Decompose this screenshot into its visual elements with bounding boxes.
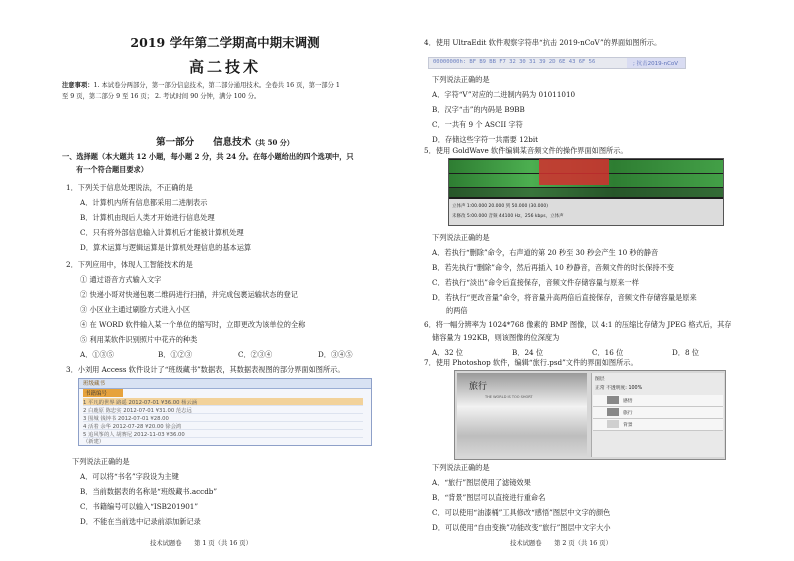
q1-stem: 1．下列关于信息处理说法，不正确的是 (66, 183, 193, 192)
access-table-screenshot (78, 378, 372, 446)
ps-canvas-subtitle: THE WORLD IS TOO SHORT (485, 395, 533, 399)
exam-subtitle: 高二技术 (188, 58, 261, 76)
ultraedit-hex-screenshot (428, 57, 686, 69)
part1-name: 第一部分 信息技术 (156, 137, 252, 148)
q3-lead: 下列说法正确的是 (72, 457, 130, 466)
ps-layer-row[interactable] (593, 407, 723, 419)
q7-option-d: D．可以使用“自由变换”功能改变“旅行”图层中文字大小 (432, 523, 611, 532)
q2-stem: 2．下列应用中，体现人工智能技术的是 (66, 260, 193, 269)
q1-option-d: D．算术运算与逻辑运算是计算机处理信息的基本运算 (80, 243, 252, 252)
q7-option-c: C．可以使用“油漆桶”工具修改“感悟”图层中文字的颜色 (432, 508, 611, 517)
waveform-selection (539, 159, 609, 185)
page-footer-left: 技术试题卷 第 1 页（共 16 页） (150, 540, 252, 547)
notice-label: 注意事项： (62, 82, 94, 89)
status-line-1: 立体声 1:00.000 20.000 到 50.000 (30.000) (452, 204, 549, 209)
q2-option-b: B．①②③ (158, 350, 193, 359)
ps-layer-row[interactable] (593, 395, 723, 407)
q6-option-b: B．24 位 (512, 348, 544, 357)
section1-heading-2: 有一个符合题目要求） (76, 165, 148, 174)
notice-line-1: 1. 本试卷分两部分，第一部分信息技术，第二部分通用技术。全卷共 16 页，第一部分 1 (93, 82, 340, 89)
q1-option-c: C．只有将外部信息输入计算机后才能被计算机处理 (80, 228, 244, 237)
access-row: 4 活着 余华 2012-07-28 ¥20.00 徐会鸿 (83, 422, 363, 430)
q5-lead: 下列说法正确的是 (432, 233, 490, 242)
q2-item-1: ① 通过语音方式输入文字 (80, 275, 162, 284)
q3-option-b: B．当前数据表的名称是“班级藏书.accdb” (80, 487, 218, 496)
hex-bytes: 00000000h: BF B9 BB F7 32 30 31 39 2D 6E 43 6F 56 (433, 59, 596, 65)
layer-thumbnail (607, 420, 619, 428)
access-row: 3 围城 钱钟书 2012-07-01 ¥28.00 (83, 414, 363, 422)
status-line-2: 未修改 5:00.000 音频 44100 Hz，256 kbps，立体声 (452, 214, 564, 219)
q2-option-d: D．③④⑤ (318, 350, 353, 359)
ps-layer-row[interactable] (593, 419, 723, 431)
q3-option-a: A．可以将“书名”字段设为主键 (80, 472, 179, 481)
q6-option-d: D．8 位 (672, 348, 699, 357)
q2-item-5: ⑤ 利用某软件识别照片中花卉的种类 (80, 335, 198, 344)
q5-option-b: B．若先执行“删除”命令，然后再插入 10 秒静音，音频文件的时长保持不变 (432, 263, 674, 272)
q2-item-3: ③ 小区业主通过刷脸方式进入小区 (80, 305, 191, 314)
q1-option-b: B．计算机由现后人类才开始进行信息处理 (80, 213, 215, 222)
part1-score: （共 50 分） (251, 138, 294, 147)
q6-option-c: C．16 位 (592, 348, 624, 357)
layer-thumbnail (607, 396, 619, 404)
goldwave-status-panel (449, 199, 723, 225)
q5-option-d-cont: 的两倍 (446, 306, 468, 315)
access-row: 1 平凡的世界 路遥 2012-07-01 ¥36.00 杨云涵 (83, 398, 363, 406)
waveform-overview (449, 188, 723, 197)
section1-heading: 一、选择题（本大题共 12 小题，每小题 2 分，共 24 分。在每小题给出的四个选项中，只 (62, 152, 354, 161)
q2-option-c: C．②③④ (238, 350, 273, 359)
q6-option-a: A．32 位 (432, 348, 463, 357)
part1-title (60, 134, 390, 148)
ps-canvas-title: 旅行 (469, 382, 488, 392)
q7-stem: 7．使用 Photoshop 软件，编辑“旅行.psd”文件的界面如图所示。 (424, 358, 638, 367)
goldwave-screenshot (448, 158, 724, 226)
access-new-row: （新建） (83, 439, 105, 445)
access-row: 2 白鹿原 陈忠实 2012-07-01 ¥31.00 范志远 (83, 406, 363, 414)
q6-stem: 6．将一幅分辨率为 1024*768 像素的 BMP 图像，以 4:1 的压缩比存储为 JPEG 格式后，其存 (424, 320, 732, 329)
hex-text: ; 抗击2019-nCoV (633, 61, 679, 67)
notice-line-2: 至 9 页，第二部分 9 至 16 页； 2. 考试时间 90 分钟，满分 100 分。 (62, 93, 261, 100)
q2-item-4: ④ 在 WORD 软件输入某一个单位的缩写时，立即更改为该单位的全称 (80, 320, 306, 329)
ps-layer-name: 感悟 (623, 399, 633, 404)
ps-layers-title: 图层 (595, 377, 605, 382)
access-column-header-label: 书籍编号 (85, 391, 108, 397)
q4-lead: 下列说法正确的是 (432, 75, 490, 84)
layer-thumbnail (607, 408, 619, 416)
q7-option-b: B．“背景”图层可以直接进行重命名 (432, 493, 546, 502)
q3-option-d: D．不能在当前选中记录前添加新记录 (80, 517, 201, 526)
q7-lead: 下列说法正确的是 (432, 463, 490, 472)
q5-stem: 5．使用 GoldWave 软件编辑某音频文件的操作界面如图所示。 (424, 146, 628, 155)
ps-layers-panel (591, 373, 724, 457)
ps-layer-name: 背景 (623, 423, 633, 428)
photoshop-screenshot (454, 370, 726, 460)
q3-stem: 3．小刘用 Access 软件设计了“班级藏书”数据表，其数据表视图的部分界面如图所示。 (66, 365, 345, 374)
q2-option-a: A．①③⑤ (80, 350, 114, 359)
q4-option-a: A．字符“V”对应的二进制内码为 01011010 (432, 90, 576, 99)
q2-item-2: ② 快递小哥对快递包裹二维码进行扫描，并完成包裹运输状态的登记 (80, 290, 298, 299)
access-window-title: 班级藏书 (83, 381, 106, 387)
q4-stem: 4．使用 UltraEdit 软件观察字符串“抗击 2019-nCoV”的界面如图所示。 (424, 38, 662, 47)
q3-option-c: C．书籍编号可以输入“ISB201901” (80, 502, 199, 511)
ps-canvas (457, 373, 587, 457)
q5-option-c: C．若执行“淡出”命令后直接保存，音频文件存储容量与原来一样 (432, 278, 639, 287)
access-title-bar (79, 379, 371, 389)
notice-block (62, 80, 387, 102)
q6-stem-2: 储容量为 192KB，则该图像的位深度为 (432, 333, 560, 342)
q5-option-a: A．若执行“删除”命令，右声道的第 20 秒至 30 秒会产生 10 秒的静音 (432, 248, 659, 257)
page-footer-right: 技术试题卷 第 2 页（共 16 页） (510, 540, 612, 547)
q7-option-a: A．“旅行”图层使用了滤镜效果 (432, 478, 531, 487)
ps-layer-name: 旅行 (623, 411, 633, 416)
access-row: 5 追风筝的人 胡赛尼 2012-11-03 ¥36.00 (83, 430, 363, 438)
ps-blend-mode: 正常 不透明度: 100% (595, 386, 643, 391)
q1-option-a: A．计算机内所有信息都采用二进制表示 (80, 198, 208, 207)
q4-option-b: B．汉字“击”的内码是 B9BB (432, 105, 525, 114)
q5-option-d: D．若执行“更改音量”命令，将音量升高两倍后直接保存，音频文件存储容量是原来 (432, 293, 697, 302)
q4-option-d: D．存储这些字符一共需要 12bit (432, 135, 539, 144)
exam-title: 2019 学年第二学期高中期末调测 (130, 35, 320, 50)
q4-option-c: C．一共有 9 个 ASCII 字符 (432, 120, 523, 129)
